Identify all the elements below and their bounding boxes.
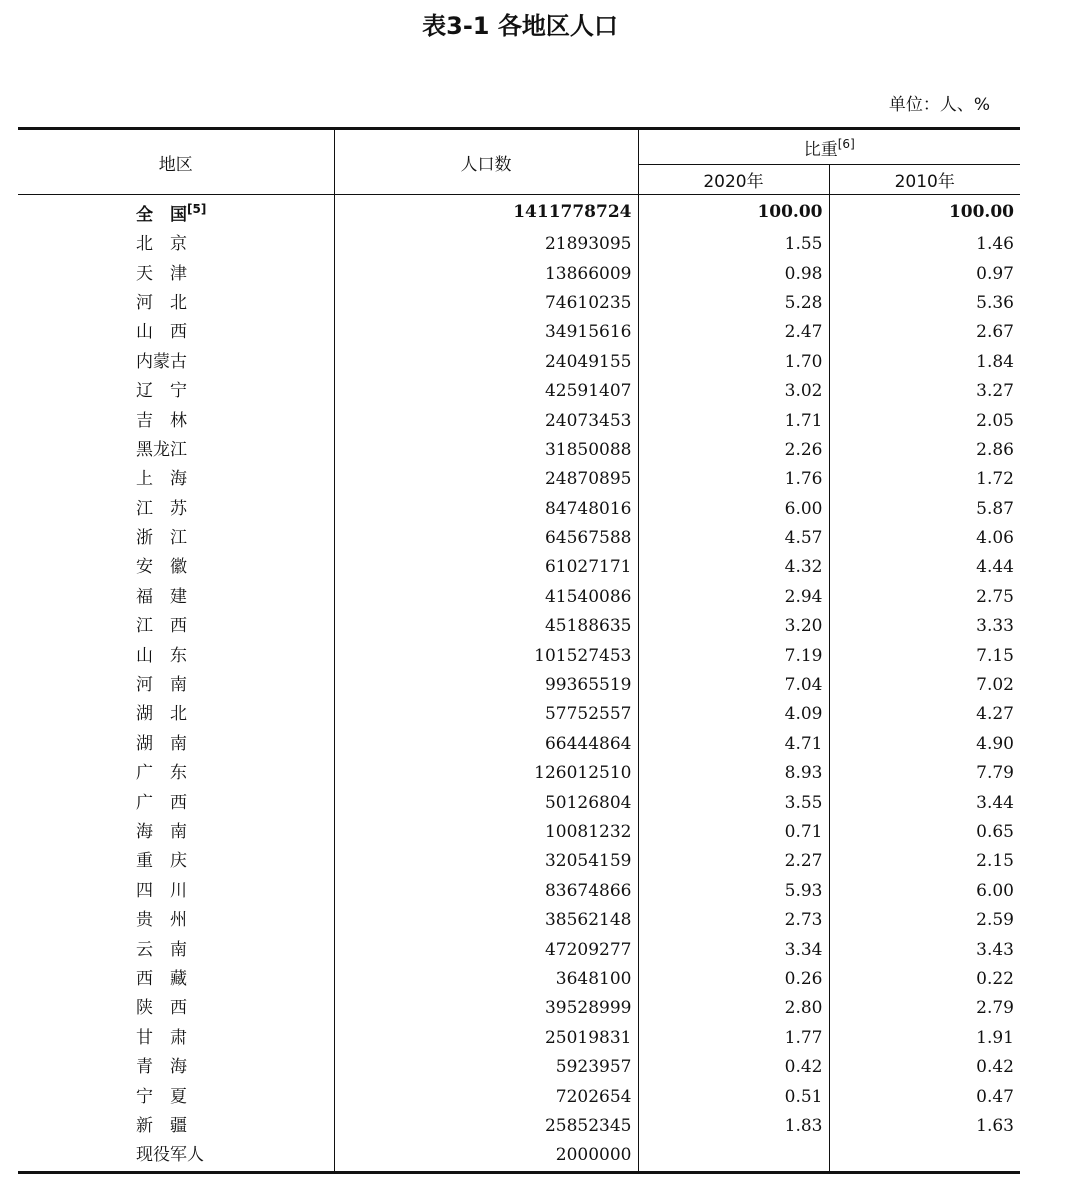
population-cell: 47209277 bbox=[334, 935, 638, 964]
share-2020-cell: 3.55 bbox=[638, 788, 829, 817]
region-name: 全 国 bbox=[136, 205, 187, 225]
population-cell: 13866009 bbox=[334, 259, 638, 288]
share-2020-cell bbox=[638, 1141, 829, 1172]
share-2020-cell: 0.71 bbox=[638, 818, 829, 847]
table-row bbox=[18, 1141, 1020, 1172]
population-cell: 7202654 bbox=[334, 1082, 638, 1111]
table-row-total bbox=[18, 195, 1020, 231]
population-cell: 39528999 bbox=[334, 994, 638, 1023]
region-cell: 青 海 bbox=[136, 1057, 187, 1078]
region-cell: 江 西 bbox=[136, 616, 187, 637]
population-cell: 21893095 bbox=[334, 230, 638, 259]
share-2010-cell: 3.43 bbox=[829, 935, 1020, 964]
table-row bbox=[18, 495, 1020, 524]
region-cell: 云 南 bbox=[136, 939, 187, 960]
region-cell: 宁 夏 bbox=[136, 1086, 187, 1107]
share-2010-cell: 2.67 bbox=[829, 318, 1020, 347]
share-2010-cell bbox=[829, 1141, 1020, 1172]
region-cell: 重 庆 bbox=[136, 851, 187, 872]
table-row bbox=[18, 965, 1020, 994]
share-2020-cell: 100.00 bbox=[638, 195, 829, 231]
population-cell: 3648100 bbox=[334, 965, 638, 994]
table-row bbox=[18, 730, 1020, 759]
share-2020-cell: 2.94 bbox=[638, 583, 829, 612]
region-cell: 湖 北 bbox=[136, 704, 187, 725]
population-cell: 50126804 bbox=[334, 788, 638, 817]
share-2010-cell: 5.36 bbox=[829, 289, 1020, 318]
region-cell: 天 津 bbox=[136, 263, 187, 284]
share-2020-cell: 4.09 bbox=[638, 700, 829, 729]
region-cell: 江 苏 bbox=[136, 498, 187, 519]
share-2010-cell: 1.91 bbox=[829, 1024, 1020, 1053]
share-2010-cell: 3.33 bbox=[829, 612, 1020, 641]
share-2010-cell: 2.59 bbox=[829, 906, 1020, 935]
population-cell: 99365519 bbox=[334, 671, 638, 700]
table-row bbox=[18, 788, 1020, 817]
share-2020-cell: 4.57 bbox=[638, 524, 829, 553]
region-cell: 湖 南 bbox=[136, 733, 187, 754]
table-row bbox=[18, 465, 1020, 494]
region-cell: 吉 林 bbox=[136, 410, 187, 431]
share-2020-cell: 2.26 bbox=[638, 436, 829, 465]
share-2010-cell: 3.27 bbox=[829, 377, 1020, 406]
share-2010-cell: 6.00 bbox=[829, 877, 1020, 906]
share-2010-cell: 4.44 bbox=[829, 553, 1020, 582]
region-cell: 陕 西 bbox=[136, 998, 187, 1019]
share-2010-cell: 2.75 bbox=[829, 583, 1020, 612]
population-cell: 38562148 bbox=[334, 906, 638, 935]
table-row bbox=[18, 1082, 1020, 1111]
share-2020-cell: 2.80 bbox=[638, 994, 829, 1023]
share-2020-cell: 0.26 bbox=[638, 965, 829, 994]
share-2010-cell: 2.15 bbox=[829, 847, 1020, 876]
table-row bbox=[18, 318, 1020, 347]
population-cell: 25852345 bbox=[334, 1112, 638, 1141]
table-row bbox=[18, 1024, 1020, 1053]
share-2020-cell: 1.77 bbox=[638, 1024, 829, 1053]
region-cell: 广 西 bbox=[136, 792, 187, 813]
region-cell: 海 南 bbox=[136, 822, 187, 842]
population-cell: 34915616 bbox=[334, 318, 638, 347]
region-cell: 浙 江 bbox=[136, 528, 187, 549]
share-2010-cell: 100.00 bbox=[829, 195, 1020, 231]
table-row bbox=[18, 1053, 1020, 1082]
share-2020-cell: 4.32 bbox=[638, 553, 829, 582]
share-2010-cell: 1.46 bbox=[829, 230, 1020, 259]
region-cell: 甘 肃 bbox=[136, 1027, 187, 1048]
header-share bbox=[638, 129, 1020, 165]
table-row bbox=[18, 818, 1020, 847]
share-2010-cell: 4.27 bbox=[829, 700, 1020, 729]
table-row bbox=[18, 847, 1020, 876]
header-share-label: 比重 bbox=[803, 139, 838, 160]
table-row bbox=[18, 759, 1020, 788]
region-cell: 广 东 bbox=[136, 763, 187, 784]
share-2010-cell: 0.65 bbox=[829, 818, 1020, 847]
share-2020-cell: 0.51 bbox=[638, 1082, 829, 1111]
population-cell: 10081232 bbox=[334, 818, 638, 847]
share-2010-cell: 0.97 bbox=[829, 259, 1020, 288]
population-cell: 61027171 bbox=[334, 553, 638, 582]
region-cell: 山 东 bbox=[136, 645, 187, 666]
table-row bbox=[18, 700, 1020, 729]
population-table bbox=[18, 127, 1020, 1174]
share-2010-cell: 2.79 bbox=[829, 994, 1020, 1023]
region-cell: 河 南 bbox=[136, 675, 187, 696]
header-region: 地区 bbox=[18, 129, 334, 195]
population-cell: 2000000 bbox=[334, 1141, 638, 1172]
population-cell: 41540086 bbox=[334, 583, 638, 612]
table-row bbox=[18, 1112, 1020, 1141]
share-2020-cell: 1.71 bbox=[638, 406, 829, 435]
population-cell: 5923957 bbox=[334, 1053, 638, 1082]
table-row bbox=[18, 524, 1020, 553]
share-2010-cell: 1.72 bbox=[829, 465, 1020, 494]
share-2020-cell: 3.02 bbox=[638, 377, 829, 406]
header-row bbox=[18, 129, 1020, 165]
share-2020-cell: 5.93 bbox=[638, 877, 829, 906]
share-2010-cell: 7.15 bbox=[829, 641, 1020, 670]
population-cell: 64567588 bbox=[334, 524, 638, 553]
population-table-container bbox=[18, 127, 1020, 1174]
share-2020-cell: 5.28 bbox=[638, 289, 829, 318]
table-row bbox=[18, 994, 1020, 1023]
region-cell: 河 北 bbox=[136, 292, 187, 313]
table-row bbox=[18, 553, 1020, 582]
population-cell: 126012510 bbox=[334, 759, 638, 788]
region-cell: 四 川 bbox=[136, 880, 187, 901]
table-row bbox=[18, 436, 1020, 465]
share-2010-cell: 5.87 bbox=[829, 495, 1020, 524]
header-year-2010: 2010年 bbox=[829, 165, 1020, 195]
region-cell: 黑龙江 bbox=[136, 439, 187, 460]
share-2010-cell: 2.86 bbox=[829, 436, 1020, 465]
share-2020-cell: 3.34 bbox=[638, 935, 829, 964]
table-row bbox=[18, 671, 1020, 700]
region-cell: 山 西 bbox=[136, 322, 187, 343]
share-2010-cell: 4.90 bbox=[829, 730, 1020, 759]
share-2020-cell: 4.71 bbox=[638, 730, 829, 759]
population-cell: 83674866 bbox=[334, 877, 638, 906]
population-cell: 25019831 bbox=[334, 1024, 638, 1053]
share-2020-cell: 1.70 bbox=[638, 348, 829, 377]
table-row bbox=[18, 289, 1020, 318]
share-2010-cell: 7.02 bbox=[829, 671, 1020, 700]
share-2010-cell: 0.42 bbox=[829, 1053, 1020, 1082]
table-row bbox=[18, 877, 1020, 906]
population-cell: 101527453 bbox=[334, 641, 638, 670]
share-2010-cell: 2.05 bbox=[829, 406, 1020, 435]
population-cell: 32054159 bbox=[334, 847, 638, 876]
total-note: [5] bbox=[187, 202, 207, 216]
region-cell: 西 藏 bbox=[136, 968, 187, 989]
region-cell: 辽 宁 bbox=[136, 381, 187, 402]
share-2020-cell: 2.73 bbox=[638, 906, 829, 935]
share-2010-cell: 7.79 bbox=[829, 759, 1020, 788]
share-2020-cell: 1.55 bbox=[638, 230, 829, 259]
table-row bbox=[18, 641, 1020, 670]
share-2010-cell: 0.47 bbox=[829, 1082, 1020, 1111]
header-population: 人口数 bbox=[334, 129, 638, 195]
population-cell: 57752557 bbox=[334, 700, 638, 729]
table-row bbox=[18, 348, 1020, 377]
table-row bbox=[18, 935, 1020, 964]
share-2020-cell: 1.83 bbox=[638, 1112, 829, 1141]
share-2020-cell: 8.93 bbox=[638, 759, 829, 788]
population-cell: 74610235 bbox=[334, 289, 638, 318]
table-row bbox=[18, 583, 1020, 612]
share-2010-cell: 4.06 bbox=[829, 524, 1020, 553]
header-share-note: [6] bbox=[837, 136, 855, 151]
unit-label: 单位：人、% bbox=[888, 95, 990, 115]
population-cell: 1411778724 bbox=[334, 195, 638, 231]
region-cell: 贵 州 bbox=[136, 910, 187, 931]
share-2020-cell: 2.27 bbox=[638, 847, 829, 876]
population-cell: 45188635 bbox=[334, 612, 638, 641]
share-2020-cell: 2.47 bbox=[638, 318, 829, 347]
table-title: 表3-1 各地区人口 bbox=[422, 12, 618, 40]
region-cell: 内蒙古 bbox=[136, 351, 187, 372]
share-2020-cell: 3.20 bbox=[638, 612, 829, 641]
table-row bbox=[18, 259, 1020, 288]
share-2010-cell: 3.44 bbox=[829, 788, 1020, 817]
region-cell: 安 徽 bbox=[136, 557, 187, 578]
share-2020-cell: 7.19 bbox=[638, 641, 829, 670]
share-2020-cell: 7.04 bbox=[638, 671, 829, 700]
population-cell: 42591407 bbox=[334, 377, 638, 406]
population-cell: 24870895 bbox=[334, 465, 638, 494]
share-2020-cell: 0.42 bbox=[638, 1053, 829, 1082]
population-cell: 24073453 bbox=[334, 406, 638, 435]
population-cell: 66444864 bbox=[334, 730, 638, 759]
population-cell: 31850088 bbox=[334, 436, 638, 465]
region-cell bbox=[18, 195, 334, 231]
share-2010-cell: 1.84 bbox=[829, 348, 1020, 377]
share-2020-cell: 6.00 bbox=[638, 495, 829, 524]
share-2020-cell: 0.98 bbox=[638, 259, 829, 288]
region-cell: 新 疆 bbox=[136, 1115, 187, 1136]
region-cell: 上 海 bbox=[136, 469, 187, 490]
region-cell: 现役军人 bbox=[18, 1141, 334, 1172]
population-cell: 24049155 bbox=[334, 348, 638, 377]
table-body bbox=[18, 195, 1020, 1173]
table-row bbox=[18, 377, 1020, 406]
share-2010-cell: 1.63 bbox=[829, 1112, 1020, 1141]
share-2010-cell: 0.22 bbox=[829, 965, 1020, 994]
table-row bbox=[18, 906, 1020, 935]
share-2020-cell: 1.76 bbox=[638, 465, 829, 494]
header-year-2020: 2020年 bbox=[638, 165, 829, 195]
region-cell: 福 建 bbox=[136, 586, 187, 607]
table-row bbox=[18, 230, 1020, 259]
table-row bbox=[18, 612, 1020, 641]
region-cell: 北 京 bbox=[136, 234, 187, 255]
table-row bbox=[18, 406, 1020, 435]
population-cell: 84748016 bbox=[334, 495, 638, 524]
